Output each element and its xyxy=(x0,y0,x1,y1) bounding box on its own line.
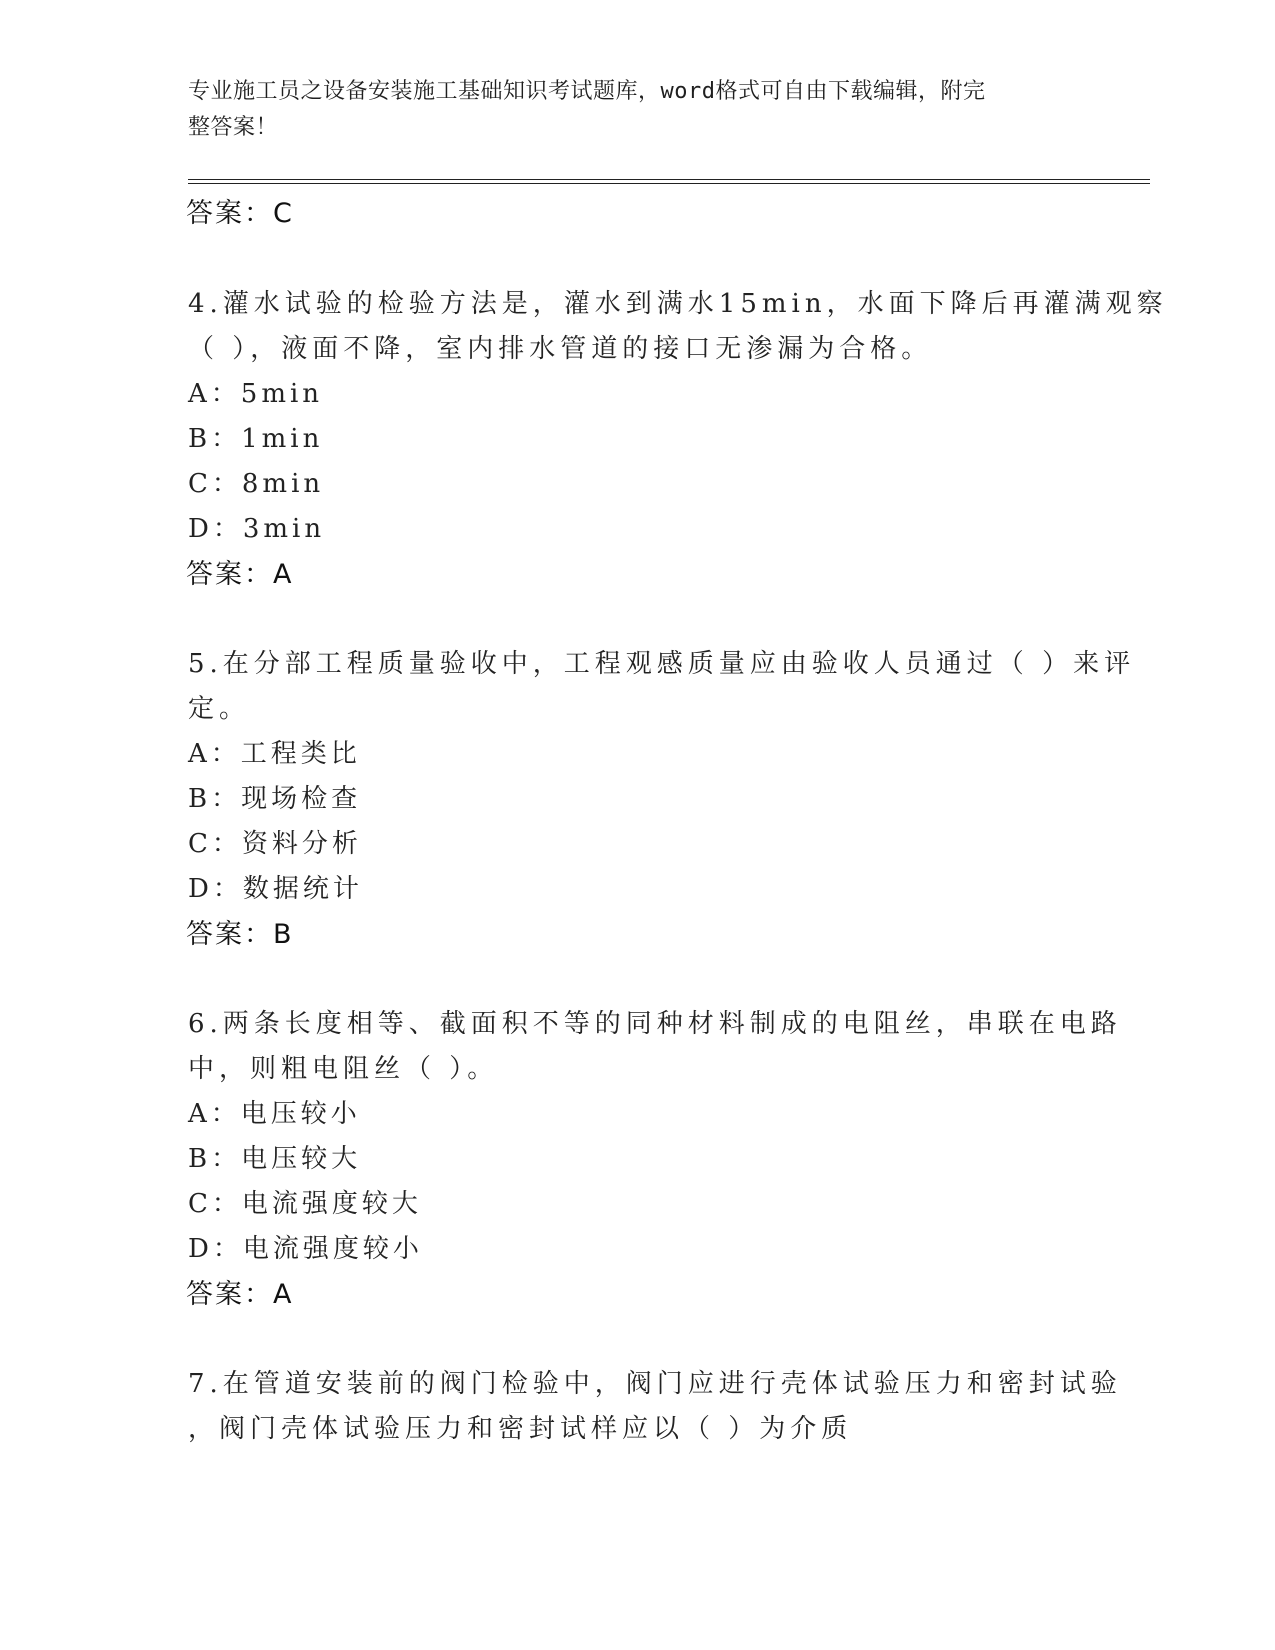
header-line-1: 专业施工员之设备安装施工基础知识考试题库，word格式可自由下载编辑，附完 xyxy=(188,79,986,104)
question-5-option-a: A：工程类比 xyxy=(188,739,361,769)
answer-q6: 答案：A xyxy=(186,1279,294,1310)
answer-q4: 答案：A xyxy=(186,559,294,590)
question-5-option-c: C：资料分析 xyxy=(188,829,362,859)
question-5-option-b: B：现场检查 xyxy=(188,784,362,814)
question-4-option-b: B：1min xyxy=(188,424,324,454)
header-divider-top xyxy=(188,179,1150,180)
question-4-line-2: （ ），液面不降，室内排水管道的接口无渗漏为合格。 xyxy=(188,334,933,364)
question-4-option-a: A：5min xyxy=(188,379,324,409)
question-6-option-a: A：电压较小 xyxy=(188,1099,361,1129)
answer-q5: 答案：B xyxy=(186,919,294,950)
question-4-line-1: 4.灌水试验的检验方法是，灌水到满水15min，水面下降后再灌满观察 xyxy=(188,289,1168,319)
question-4-option-d: D：3min xyxy=(188,514,326,544)
question-6-option-d: D：电流强度较小 xyxy=(188,1234,423,1264)
header-divider-bottom xyxy=(188,183,1150,184)
question-7-line-1: 7.在管道安装前的阀门检验中，阀门应进行壳体试验压力和密封试验 xyxy=(188,1369,1122,1399)
question-5-option-d: D：数据统计 xyxy=(188,874,363,904)
question-6-line-2: 中，则粗电阻丝（ ）。 xyxy=(188,1054,499,1084)
question-7-line-2: ，阀门壳体试验压力和密封试样应以（ ）为介质 xyxy=(188,1414,853,1444)
answer-q3: 答案：C xyxy=(186,198,294,229)
question-4-option-c: C：8min xyxy=(188,469,325,499)
question-5-line-1: 5.在分部工程质量验收中，工程观感质量应由验收人员通过（ ）来评 xyxy=(188,649,1136,679)
question-5-line-2: 定。 xyxy=(188,694,251,724)
header-line-2: 整答案！ xyxy=(188,115,279,140)
question-6-option-c: C：电流强度较大 xyxy=(188,1189,422,1219)
question-6-line-1: 6.两条长度相等、截面积不等的同种材料制成的电阻丝，串联在电路 xyxy=(188,1009,1122,1039)
document-header xyxy=(188,74,1068,146)
question-6-option-b: B：电压较大 xyxy=(188,1144,362,1174)
